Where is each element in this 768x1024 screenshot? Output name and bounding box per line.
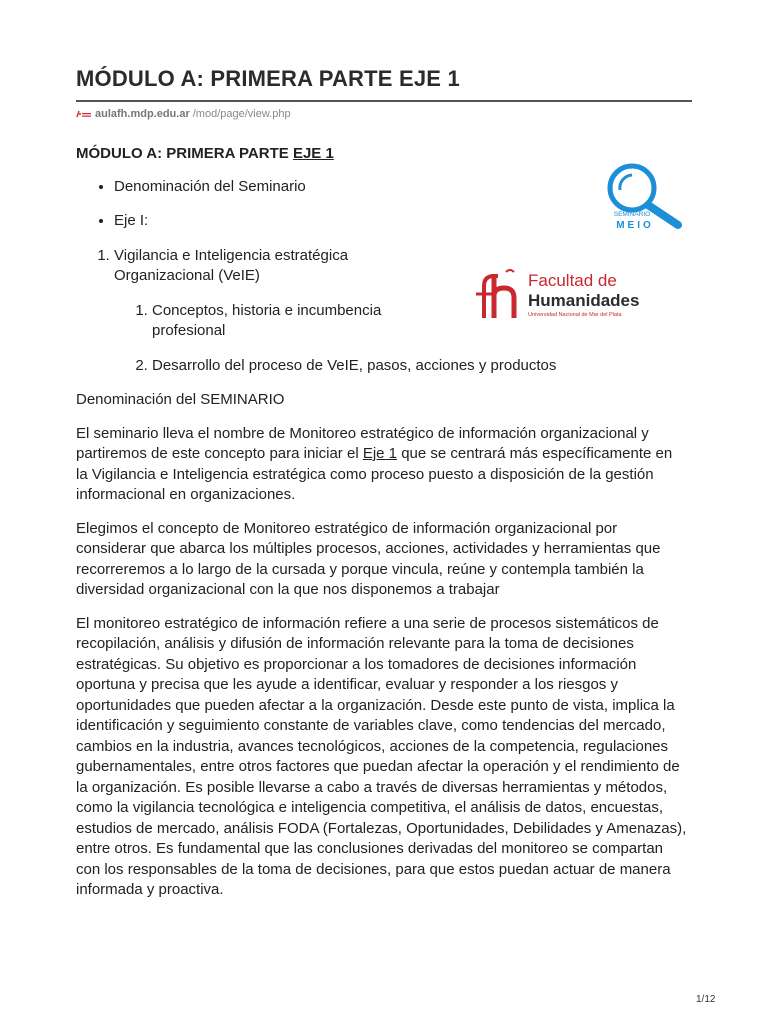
paragraph: El monitoreo estratégico de información refiere a una serie de procesos sistemáticos de recopilación, análisis y difusión de información relevante para la toma de decisiones estratégicas. Su objetivo es proporcionar a los tomadores de decisiones información oportuna y precisa que les ayude a identificar, evaluar y responder a los riesgos y oportunidades que pueden afectar a la organización. Desde este punto de vista, implica la identificación y seguimiento constante de variables clave, como tendencias del mercado, cambios en la industria, avances tecnológicos, acciones de la competencia, regulaciones gubernamentales, entre otros factores que puedan afectar la operación y el rendimiento de la organización. Es posible llevarse a cabo a través de diversas herramientas y métodos, como la vigilancia tecnológica e inteligencia competitiva, el análisis de datos, encuestas, estudios de mercado, análisis FODA (Fortalezas, Oportunidades, Debilidades y Amenazas), entre otros. Es fundamental que las conclusiones derivadas del monitoreo se compartan con los responsables de la toma de decisiones, para que estos puedan actuar de manera informada y proactiva. xyxy=(76,614,687,898)
seminario-logo-line1: SEMINARIO xyxy=(613,211,651,218)
paragraph xyxy=(76,424,688,506)
bullet-item: • Eje I: xyxy=(114,211,688,232)
sub-numbered-list xyxy=(114,301,557,377)
sub-numbered-item: 1. Conceptos, historia e incumbencia profesional xyxy=(152,301,402,342)
eje-link[interactable]: Eje 1 xyxy=(362,445,398,462)
section-subtitle xyxy=(76,144,688,165)
facultad-logo-line1: Facultad de xyxy=(528,271,617,290)
facultad-humanidades-logo xyxy=(470,266,660,324)
page-number: 1/12 xyxy=(696,994,716,1005)
numbered-item xyxy=(114,246,557,377)
title-divider xyxy=(76,100,692,102)
paragraph: Elegimos el concepto de Monitoreo estratégico de información organizacional por considerar que abarca los múltiples procesos, acciones, actividades y herramientas que recorreremos a lo largo de la cursada y porque vincula, reúne y contempla también la diversidad organizacional con la que nos disponemos a trabajar xyxy=(76,519,661,598)
subtitle-text: MÓDULO A: PRIMERA PARTE xyxy=(76,145,293,162)
site-favicon-icon xyxy=(76,110,92,118)
bullet-item: • Denominación del Seminario xyxy=(114,177,688,198)
paragraph-text: El seminario lleva el nombre de Monitoreo estratégico de información organizacional y partiremos de este concepto para iniciar el xyxy=(76,424,649,462)
numbered-item-text: Vigilancia e Inteligencia estratégica Organizacional (VeIE) xyxy=(114,246,349,284)
section-heading: Denominación del SEMINARIO xyxy=(76,391,285,408)
source-url-path: /mod/page/view.php xyxy=(192,108,291,120)
main-content xyxy=(76,144,688,914)
facultad-logo-line3: Universidad Nacional de Mar del Plata xyxy=(528,312,622,318)
paragraph-text: que se centrará más específicamente en la Vigilancia e Inteligencia estratégica como proceso puesto a disposición de la gestión informacional en organizaciones. xyxy=(76,445,673,503)
page-title: MÓDULO A: PRIMERA PARTE EJE 1 xyxy=(76,66,460,91)
source-url-domain: aulafh.mdp.edu.ar xyxy=(95,108,190,120)
sub-numbered-item: 2. Desarrollo del proceso de VeIE, pasos, acciones y productos xyxy=(152,356,632,377)
seminario-meio-logo xyxy=(600,160,690,232)
seminario-logo-line2: MEIO xyxy=(616,220,654,231)
subtitle-link[interactable]: EJE 1 xyxy=(292,145,334,162)
bullet-list xyxy=(76,177,688,232)
facultad-logo-line2: Humanidades xyxy=(528,291,640,310)
source-url[interactable] xyxy=(76,108,291,120)
